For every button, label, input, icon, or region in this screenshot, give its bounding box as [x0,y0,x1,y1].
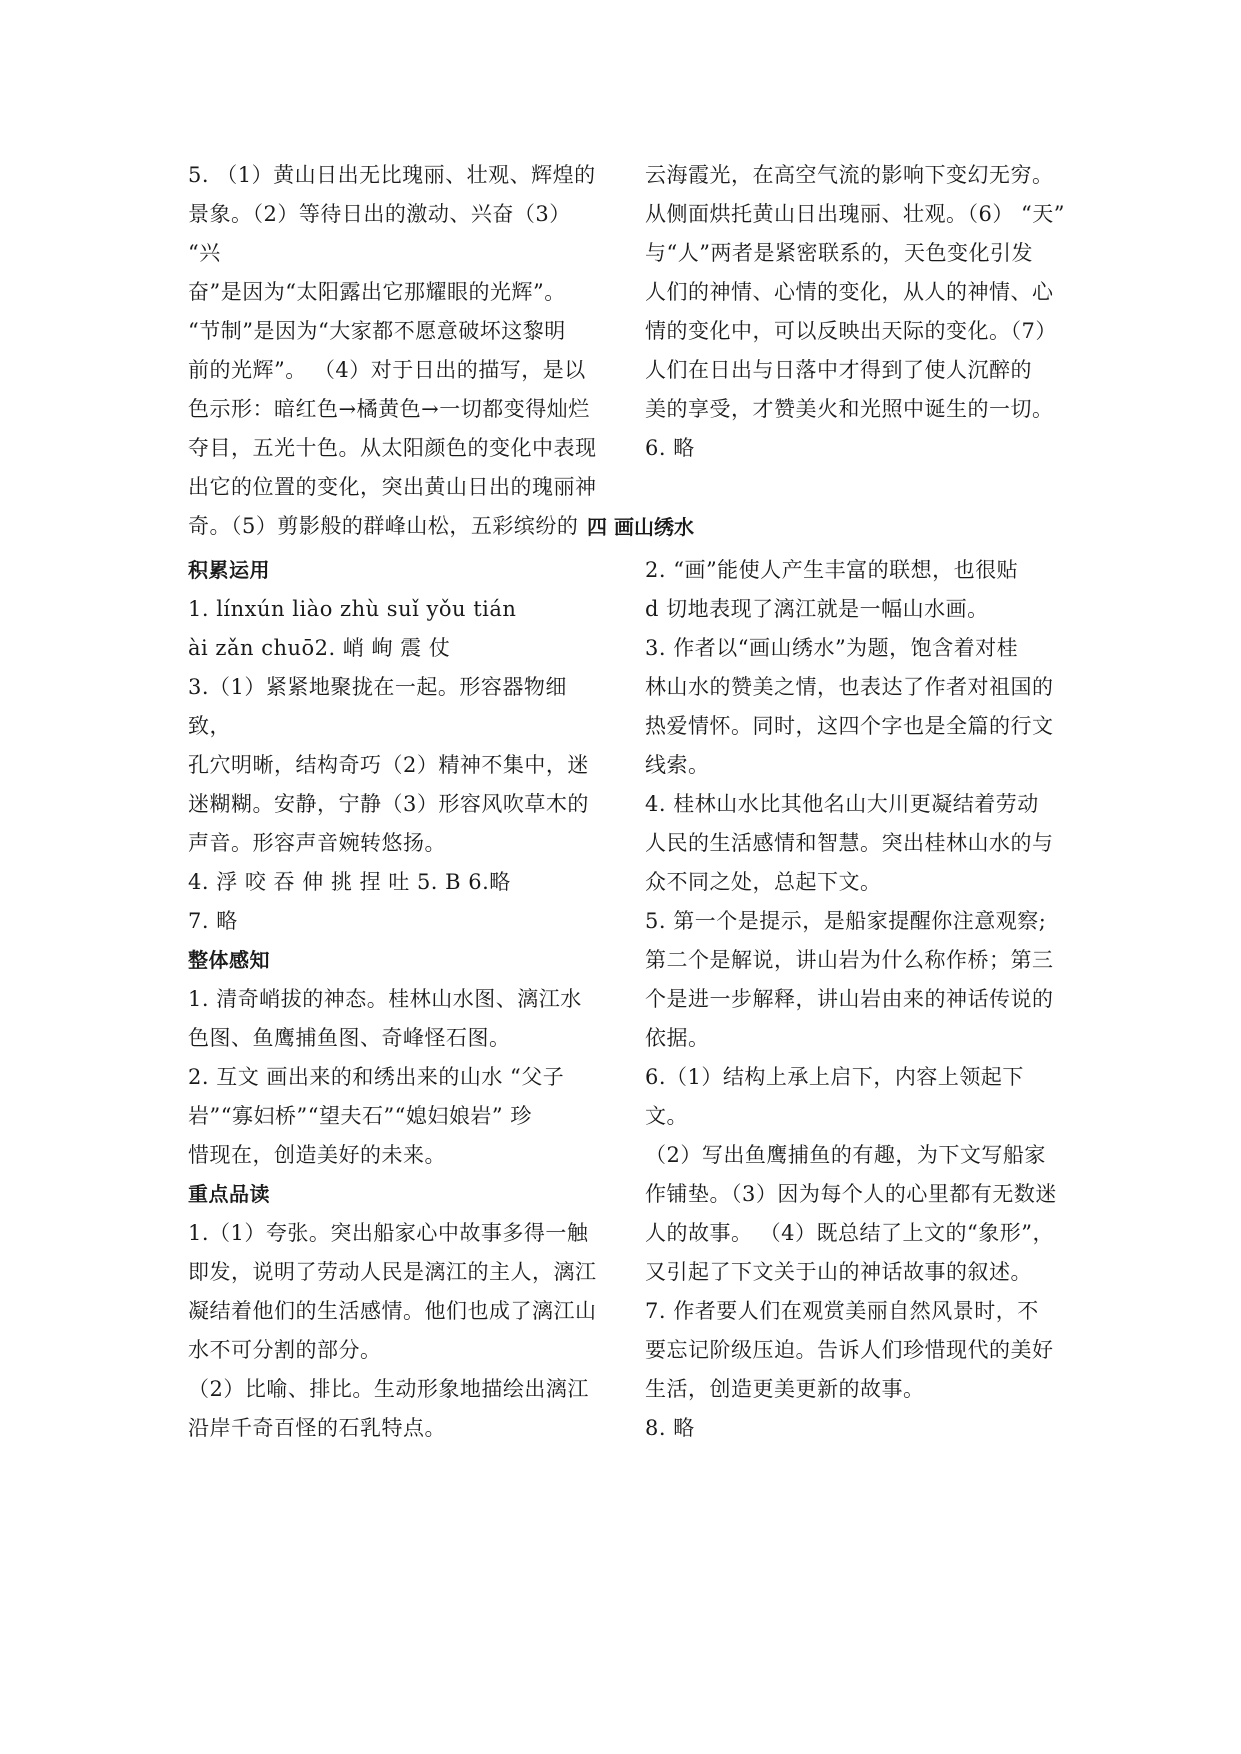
text-line: 作铺垫。（3）因为每个人的心里都有无数迷 [645,1182,1057,1206]
text-line: 奋”是因为“太阳露出它那耀眼的光辉”。 [188,280,566,304]
text-line: 个是进一步解释，讲山岩由来的神话传说的 [645,987,1054,1011]
text-line: 1. 清奇峭拔的神态。桂林山水图、漓江水 [188,987,582,1011]
text-line: 2. “画”能使人产生丰富的联想，也很贴 [645,558,1019,582]
text-line: 1.（1）夸张。突出船家心中故事多得一触 [188,1221,589,1245]
text-line: 2. 互文 画出来的和绣出来的山水 “父子 [188,1065,565,1089]
bottom-right-column [645,551,1065,1448]
text-line: 水不可分割的部分。 [188,1338,382,1362]
text-line: 7. 略 [188,909,238,933]
text-line: 色示形：暗红色→橘黄色→一切都变得灿烂 [188,397,590,421]
text-line: 沿岸千奇百怪的石乳特点。 [188,1416,446,1440]
text-line: 热爱情怀。同时，这四个字也是全篇的行文 [645,714,1054,738]
text-line: 奇。（5）剪影般的群峰山松，五彩缤纷的 [188,514,579,538]
section-title: 四 画山绣水 [587,515,694,539]
text-line: （2）写出鱼鹰捕鱼的有趣，为下文写船家 [645,1143,1046,1167]
section-heading: 重点品读 [188,1182,270,1206]
text-line: “节制”是因为“大家都不愿意破坏这黎明 [188,319,566,343]
bottom-left-column [188,551,608,1448]
text-line: 线索。 [645,753,710,777]
text-line: 情的变化中，可以反映出天际的变化。（7） [645,319,1057,343]
text-line: 岩”“寡妇桥”“望夫石”“媳妇娘岩” 珍 [188,1104,532,1128]
text-line: 夺目，五光十色。从太阳颜色的变化中表现 [188,436,597,460]
text-line: 人们的神情、心情的变化，从人的神情、心 [645,280,1054,304]
top-left-column [188,156,608,546]
text-line: （2）比喻、排比。生动形象地描绘出漓江 [188,1377,589,1401]
text-line: d 切地表现了漓江就是一幅山水画。 [645,597,989,621]
section-heading: 积累运用 [188,558,270,582]
text-line: 6.（1）结构上承上启下，内容上领起下文。 [645,1065,1024,1128]
text-line: 众不同之处，总起下文。 [645,870,882,894]
text-line: 3. 作者以“画山绣水”为题，饱含着对桂 [645,636,1019,660]
text-line: 人民的生活感情和智慧。突出桂林山水的与 [645,831,1054,855]
top-right-column [645,156,1065,468]
text-line: 孔穴明晰，结构奇巧（2）精神不集中，迷 [188,753,589,777]
text-line: 依据。 [645,1026,710,1050]
text-line: 林山水的赞美之情，也表达了作者对祖国的 [645,675,1054,699]
text-line: 5. （1）黄山日出无比瑰丽、壮观、辉煌的 [188,163,596,187]
text-line: 5. 第一个是提示，是船家提醒你注意观察; [645,909,1047,933]
text-line: 7. 作者要人们在观赏美丽自然风景时，不 [645,1299,1039,1323]
text-line: 出它的位置的变化，突出黄山日出的瑰丽神 [188,475,597,499]
text-line: 3.（1）紧紧地聚拢在一起。形容器物细致， [188,675,567,738]
text-line: 第二个是解说，讲山岩为什么称作桥；第三 [645,948,1054,972]
text-line: 6. 略 [645,436,695,460]
text-line: 4. 浮 咬 吞 伸 挑 捏 吐 5. B 6.略 [188,870,511,894]
text-line: 4. 桂林山水比其他名山大川更凝结着劳动 [645,792,1039,816]
text-line: 又引起了下文关于山的神话故事的叙述。 [645,1260,1032,1284]
text-line: 即发，说明了劳动人民是漓江的主人，漓江 [188,1260,597,1284]
text-line: 云海霞光，在高空气流的影响下变幻无穷。 [645,163,1054,187]
text-line: 从侧面烘托黄山日出瑰丽、壮观。（6） “天” [645,202,1066,226]
text-line: 迷糊糊。安静，宁静（3）形容风吹草木的 [188,792,589,816]
text-line: 惜现在，创造美好的未来。 [188,1143,446,1167]
text-line: 色图、鱼鹰捕鱼图、奇峰怪石图。 [188,1026,511,1050]
text-line: ài zǎn chuō2. 峭 峋 震 仗 [188,636,451,660]
text-line: 美的享受，才赞美火和光照中诞生的一切。 [645,397,1054,421]
text-line: 1. línxún liào zhù suǐ yǒu tián [188,597,517,621]
text-line: 生活，创造更美更新的故事。 [645,1377,925,1401]
text-line: 要忘记阶级压迫。告诉人们珍惜现代的美好 [645,1338,1054,1362]
text-line: 与“人”两者是紧密联系的，天色变化引发 [645,241,1033,265]
text-line: 人的故事。 （4）既总结了上文的“象形”， [645,1221,1055,1245]
text-line: 景象。（2）等待日出的激动、兴奋（3） “兴 [188,202,571,265]
text-line: 前的光辉”。 （4）对于日出的描写，是以 [188,358,586,382]
section-heading: 整体感知 [188,948,270,972]
text-line: 声音。形容声音婉转悠扬。 [188,831,446,855]
text-line: 凝结着他们的生活感情。他们也成了漓江山 [188,1299,597,1323]
text-line: 8. 略 [645,1416,695,1440]
text-line: 人们在日出与日落中才得到了使人沉醉的 [645,358,1032,382]
